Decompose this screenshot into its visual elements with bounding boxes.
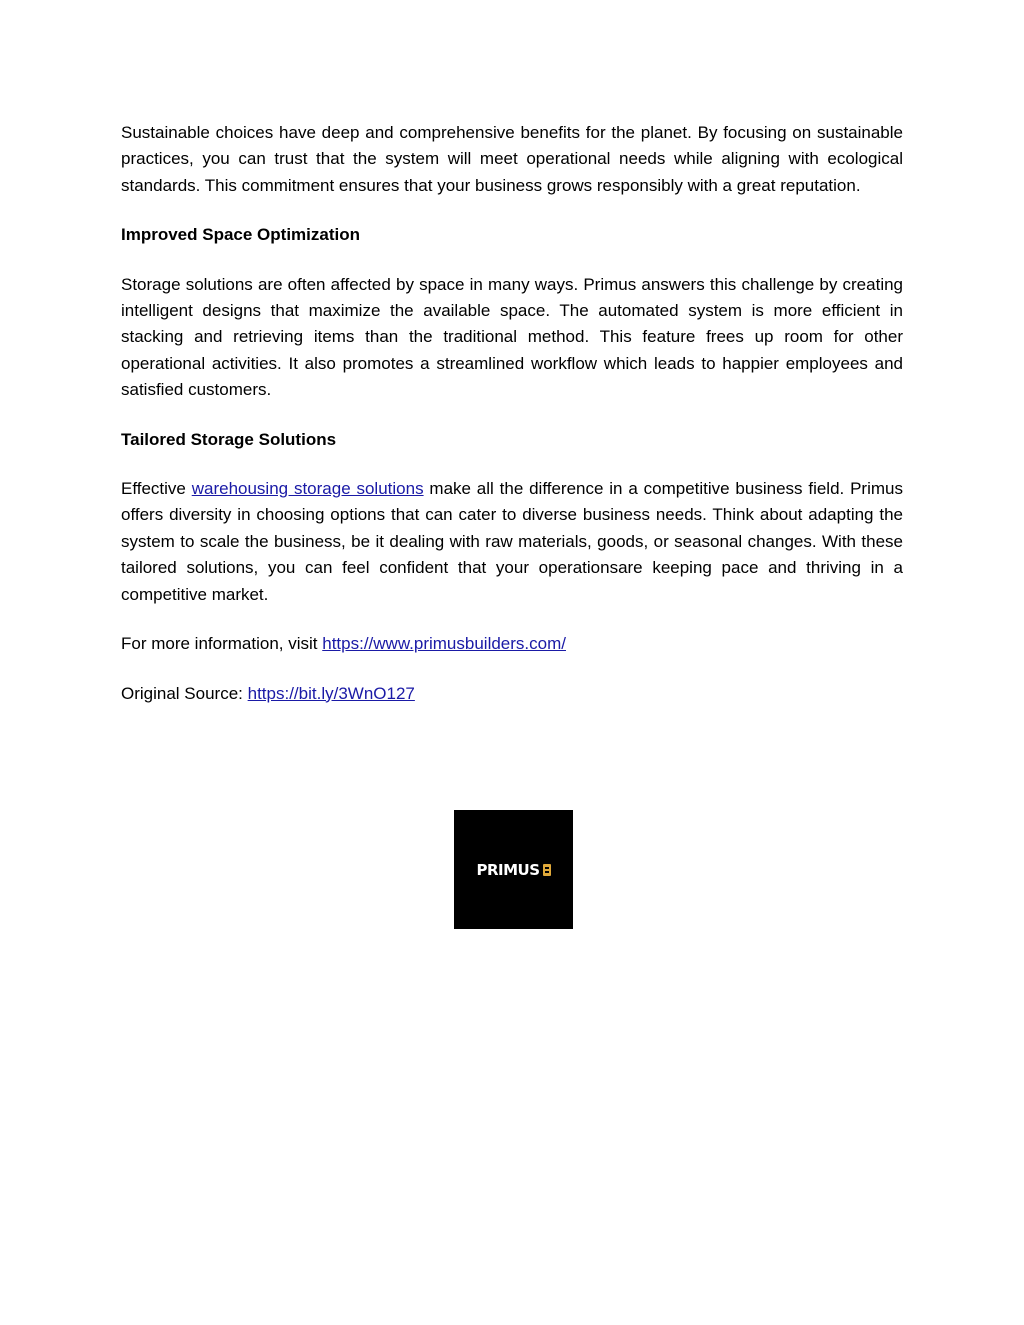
more-info-line <box>121 631 903 657</box>
paragraph-space-optimization: Storage solutions are often affected by space in many ways. Primus answers this challenge by creating intelligent designs that maximize the available space. The automated system is more efficient in stacking and retrieving items than the traditional method. This feature frees up room for other operational activities. It also promotes a streamlined workflow which leads to happier employees and satisfied customers. <box>121 274 903 400</box>
original-source-prefix: Original Source: <box>121 683 248 703</box>
original-source-link[interactable]: https://bit.ly/3WnO127 <box>247 683 415 703</box>
original-source-line <box>121 681 903 707</box>
heading-tailored-storage: Tailored Storage Solutions <box>121 429 337 449</box>
primus-logo-wordmark <box>476 861 550 879</box>
paragraph-sustainability: Sustainable choices have deep and comprehensive benefits for the planet. By focusing on sustainable practices, you can trust that the system will meet operational needs while aligning with ecological standards. This commitment ensures that your business grows responsibly with a great reputation. <box>121 123 903 195</box>
warehousing-storage-link[interactable]: warehousing storage solutions <box>191 479 424 499</box>
heading-space-optimization: Improved Space Optimization <box>121 225 360 245</box>
primus-logo-text: PRIMUS <box>476 860 540 879</box>
paragraph-tailored-suffix: make all the difference in a competitive business field. Primus offers diversity in choosing options that can cater to diverse business needs. Think about adapting the system to scale the business, be it dealing with raw materials, goods, or seasonal changes. With these tailored solutions, you can feel confident that your operationsare keeping pace and thriving in a competitive market. <box>121 479 903 604</box>
document-body <box>121 120 903 730</box>
primus-logo <box>454 810 573 929</box>
primus-website-link[interactable]: https://www.primusbuilders.com/ <box>322 634 566 654</box>
more-info-prefix: For more information, visit <box>121 634 323 654</box>
paragraph-tailored-prefix: Effective <box>121 479 192 499</box>
primus-logo-mark-icon <box>543 864 551 876</box>
paragraph-tailored-storage <box>121 476 903 608</box>
